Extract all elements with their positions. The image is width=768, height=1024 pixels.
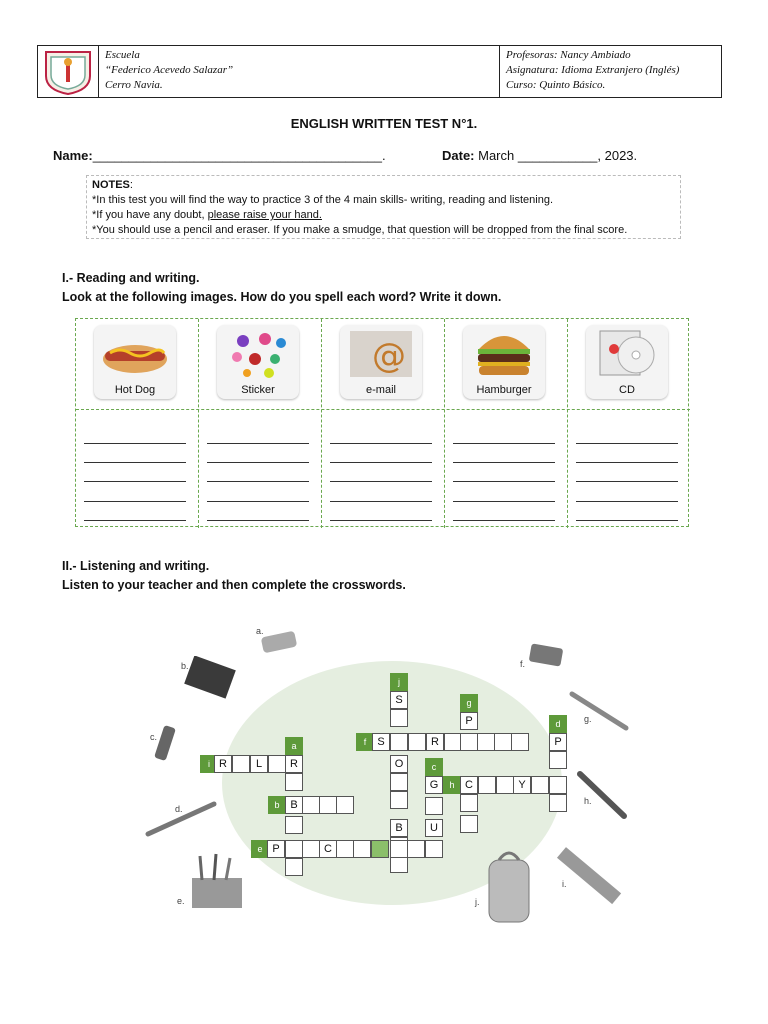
crossword-cell[interactable]: S [372, 733, 390, 751]
crossword-cell[interactable] [478, 776, 496, 794]
section-2-title: II.- Listening and writing. [62, 559, 210, 573]
picture-label-j: j. [475, 897, 480, 907]
crossword-cell[interactable] [494, 733, 512, 751]
school-line-1: Escuela [105, 49, 140, 61]
picture-label-d: d. [175, 804, 183, 814]
crossword-cell[interactable]: B [390, 819, 408, 837]
crossword-cell[interactable] [302, 840, 320, 858]
crossword-cell[interactable] [390, 733, 408, 751]
sticker-card [217, 325, 299, 399]
picture-label-e: e. [177, 896, 185, 906]
sharpener-icon [524, 640, 568, 670]
hot-dog-label: Hot Dog [114, 384, 156, 396]
hot-dog-card [94, 325, 176, 399]
crossword-cell[interactable] [336, 796, 354, 814]
crossword-cell[interactable] [353, 840, 371, 858]
school-line-3: Cerro Navia. [105, 79, 163, 91]
crossword-cell[interactable] [408, 733, 426, 751]
crossword-cell[interactable] [549, 776, 567, 794]
notes-box: NOTES: *In this test you will find the way to practice 3 of the 4 main skills- writing, reading and listening. *If you have any doubt, please raise your hand. *You should use a pencil and eraser. If you make a smudge, that question will be dropped from the final score. [86, 175, 681, 239]
crossword-cell[interactable] [460, 794, 478, 812]
hot-dog-icon [100, 331, 170, 379]
page-title: ENGLISH WRITTEN TEST N°1. [290, 116, 478, 131]
crossword-cell[interactable]: G [425, 776, 443, 794]
crossword-cell[interactable] [285, 816, 303, 834]
crossword-cell[interactable] [531, 776, 549, 794]
course-line: Curso: Quinto Básico. [506, 79, 606, 91]
crossword-cell[interactable] [390, 773, 408, 791]
marker-icon [576, 770, 628, 820]
crossword-cell[interactable]: S [390, 691, 408, 709]
crossword-cell[interactable] [390, 709, 408, 727]
email-icon [348, 329, 414, 379]
subject-line: Asignatura: Idioma Extranjero (Inglés) [506, 64, 680, 76]
crossword-cell[interactable] [425, 797, 443, 815]
clue-a: a [285, 737, 303, 755]
clue-e: e [251, 840, 269, 858]
picture-label-b: b. [181, 661, 189, 671]
clue-b: b [268, 796, 286, 814]
crossword-cell[interactable]: P [460, 712, 478, 730]
crossword-cell[interactable] [285, 840, 303, 858]
notes-line-2-underlined: please raise your hand. [207, 209, 322, 221]
school-crest-cell [38, 46, 99, 97]
section-2-instruction: Listen to your teacher and then complete the crosswords. [62, 578, 406, 592]
clue-j: j [390, 673, 408, 691]
crossword-cell[interactable] [477, 733, 495, 751]
crossword-cell[interactable] [302, 796, 320, 814]
crossword-cell[interactable] [285, 858, 303, 876]
section-1-instruction: Look at the following images. How do you spell each word? Write it down. [62, 290, 502, 304]
crossword-cell[interactable] [460, 733, 478, 751]
school-line-2: “Federico Acevedo Salazar” [105, 64, 234, 76]
picture-label-h: h. [584, 796, 592, 806]
notes-heading: NOTES [92, 179, 130, 191]
crossword-cell[interactable] [511, 733, 529, 751]
picture-label-c: c. [150, 732, 158, 742]
teacher-line: Profesoras: Nancy Ambiado [506, 49, 631, 61]
crossword-cell[interactable] [371, 840, 389, 858]
glue-stick-icon [150, 722, 180, 764]
picture-label-a: a. [256, 626, 264, 636]
name-row [53, 148, 386, 163]
picture-label-f: f. [520, 659, 526, 669]
crossword-cell[interactable] [390, 791, 408, 809]
crossword-cell[interactable] [232, 755, 250, 773]
header-table [37, 45, 722, 98]
crossword-cell[interactable]: R [214, 755, 232, 773]
clue-f: f [356, 733, 374, 751]
sticker-label: Sticker [241, 384, 275, 396]
crossword-cell[interactable] [460, 815, 478, 833]
cd-label: CD [619, 384, 635, 396]
crossword-cell[interactable] [319, 796, 337, 814]
email-card [340, 325, 422, 399]
hamburger-icon [473, 327, 535, 381]
course-info-cell [500, 46, 721, 97]
hamburger-label: Hamburger [476, 384, 532, 396]
school-crest-icon [38, 46, 98, 97]
crossword-cell[interactable]: Y [513, 776, 531, 794]
school-info-cell [99, 46, 500, 97]
picture-label-g: g. [584, 714, 592, 724]
section-1-title: I.- Reading and writing. [62, 271, 200, 285]
crossword-cell[interactable] [407, 840, 425, 858]
crossword-cell[interactable] [549, 794, 567, 812]
hamburger-card [463, 325, 545, 399]
picture-label-i: i. [562, 879, 567, 889]
crossword-cell[interactable] [425, 840, 443, 858]
crossword-cell[interactable]: U [425, 819, 443, 837]
email-label: e-mail [366, 384, 396, 396]
crossword-cell[interactable]: C [319, 840, 337, 858]
crossword-cell[interactable]: P [267, 840, 285, 858]
name-blank[interactable]: ________________________________________. [92, 148, 386, 163]
date-text[interactable]: March ___________, 2023. [474, 148, 638, 163]
crossword-cell[interactable] [285, 773, 303, 791]
crossword-cell[interactable]: C [460, 776, 478, 794]
crossword-cell[interactable]: P [549, 733, 567, 751]
eraser-icon [258, 628, 300, 658]
ruler-icon [550, 842, 622, 906]
cd-icon [596, 329, 658, 379]
name-label: Name: [53, 148, 93, 163]
notes-line-3: *You should use a pencil and eraser. If you make a smudge, that question will be dropped from the final score. [92, 224, 628, 236]
crossword-cell[interactable]: R [285, 755, 303, 773]
notes-line-1: *In this test you will find the way to practice 3 of the 4 main skills- writing, reading and listening. [92, 194, 554, 206]
spelling-grid [75, 318, 689, 527]
clue-g: g [460, 694, 478, 712]
crossword-cell[interactable]: B [285, 796, 303, 814]
crossword-cell[interactable] [268, 755, 286, 773]
pencil-case-icon [186, 850, 248, 912]
sticker-icon [225, 329, 291, 379]
notebook-icon [182, 656, 238, 702]
clue-c: c [425, 758, 443, 776]
crossword-cell[interactable]: R [426, 733, 444, 751]
crossword-cell[interactable]: L [250, 755, 268, 773]
crossword-cell[interactable] [549, 751, 567, 769]
clue-d: d [549, 715, 567, 733]
crossword-cell[interactable] [390, 840, 408, 858]
svg-text:@: @ [372, 336, 406, 376]
clue-h: h [443, 776, 461, 794]
date-row [442, 148, 637, 163]
cd-card [586, 325, 668, 399]
pencil-icon [568, 690, 630, 732]
backpack-icon [483, 846, 535, 926]
date-label: Date: [442, 148, 475, 163]
notes-line-2 [92, 208, 675, 223]
notes-line-2-prefix: *If you have any doubt, [92, 209, 208, 221]
crossword-cell[interactable] [336, 840, 354, 858]
clue-i: i [200, 755, 218, 773]
crossword-cell[interactable] [496, 776, 514, 794]
crossword-cell[interactable]: O [390, 755, 408, 773]
